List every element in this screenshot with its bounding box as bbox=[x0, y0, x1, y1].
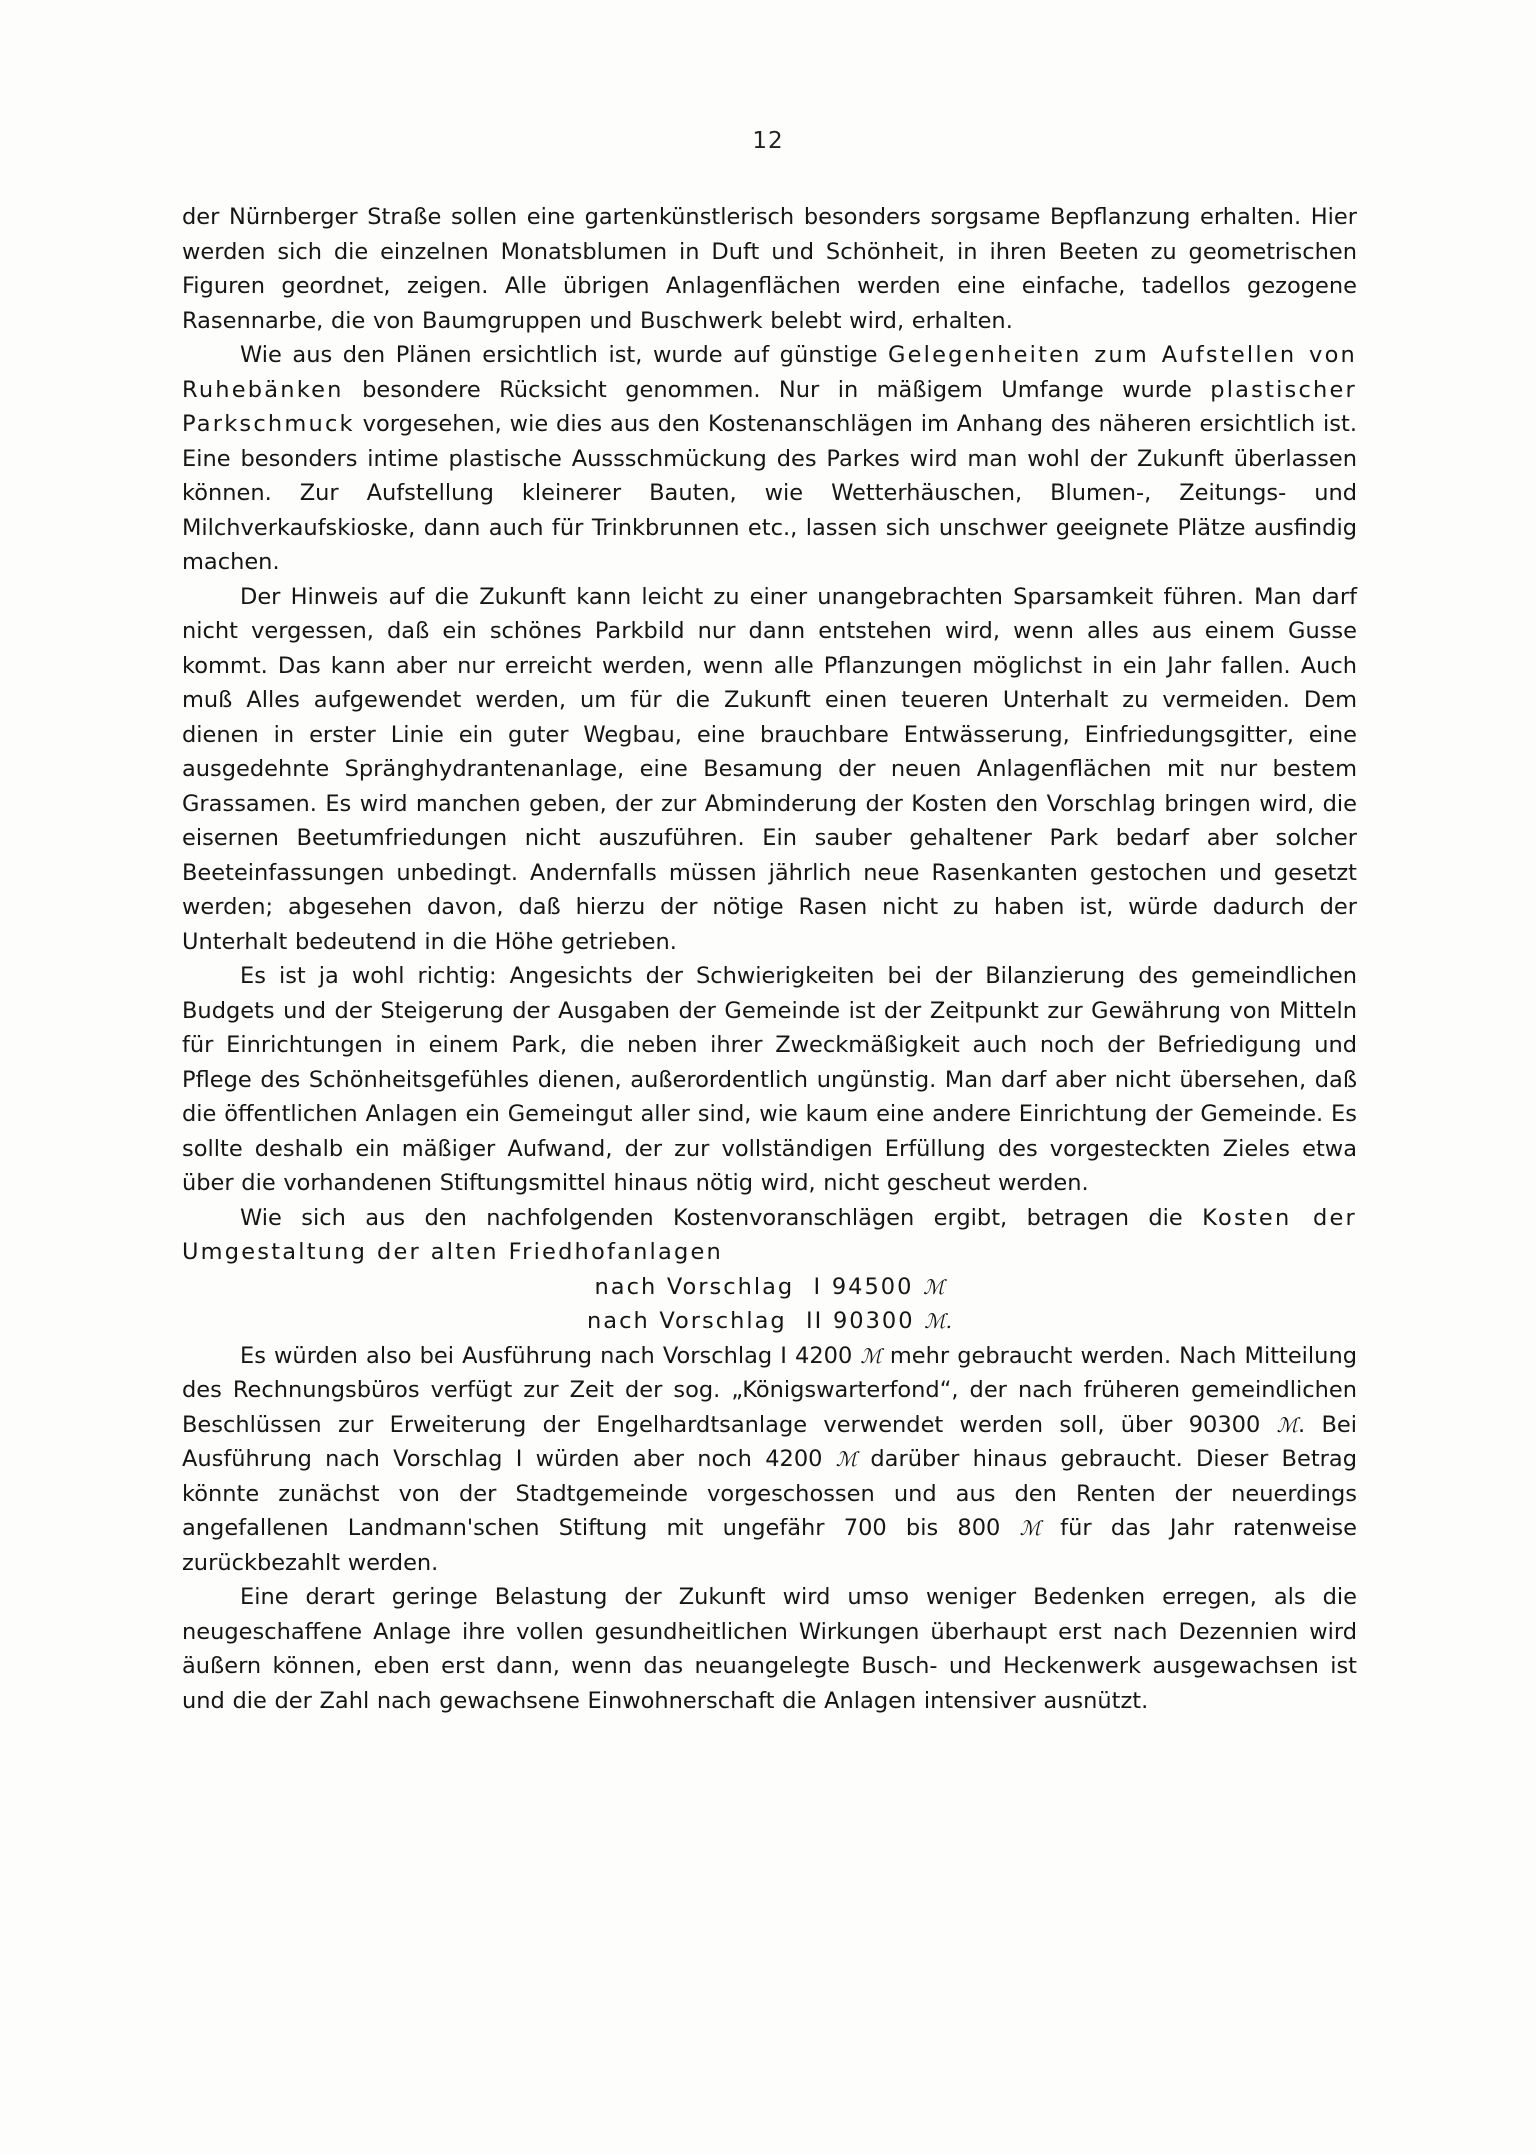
cost-line-1-amount: 94500 bbox=[831, 1273, 914, 1300]
currency-mark: ℳ bbox=[860, 1343, 882, 1368]
text-run: Es würden also bei Ausführung nach Vorschlag I 4200 bbox=[240, 1342, 861, 1369]
paragraph-5-text-before: Wie sich aus den nachfolgenden Kostenvoranschlägen ergibt, betragen die bbox=[240, 1204, 1203, 1231]
text-run: darüber hinaus gebraucht. Dieser Betrag könnte zunächst von der Stadtgemeinde vorgeschossen und aus den Renten der neuerdings angefallenen Landmann'schen Stiftung mit ungefähr 700 bis 800 bbox=[182, 1446, 1357, 1541]
paragraph-2-text-before: Wie aus den Plänen ersichtlich ist, wurde auf günstige bbox=[240, 342, 888, 368]
page-number: 12 bbox=[752, 128, 784, 154]
paragraph-2 bbox=[182, 338, 1357, 580]
text-run: . Bei Ausführung nach Vorschlag I würden aber noch 4200 bbox=[182, 1411, 1357, 1472]
paragraph-2-emphasis-2: plastischer Parkschmuck bbox=[182, 376, 1357, 437]
cost-line-2-proposal: II bbox=[806, 1308, 824, 1334]
paragraph-5 bbox=[182, 1201, 1357, 1270]
paragraph-6 bbox=[182, 1339, 1357, 1581]
paragraph-4-text: Es ist ja wohl richtig: Angesichts der Schwierigkeiten bei der Bilanzierung des gemeindlichen Budgets und der Steigerung der Ausgaben der Gemeinde ist der Zeitpunkt zur Gewährung von Mitteln für Einrichtungen in einem Park, die neben ihrer Zweckmäßigkeit auch noch der Befriedigung und Pflege des Schönheitsgefühles dienen, außerordentlich ungünstig. Man darf aber nicht übersehen, daß die öffentlichen Anlagen ein Gemeingut aller sind, wie kaum eine andere Einrichtung der Gemeinde. Es sollte deshalb ein mäßiger Aufwand, der zur vollständigen Erfüllung des vorgesteckten Zieles etwa über die vorhandenen Stiftungsmittel hinaus nötig wird, nicht gescheut werden. bbox=[182, 963, 1357, 1196]
paragraph-1-text: der Nürnberger Straße sollen eine gartenkünstlerisch besonders sorgsame Bepflanzung erhalten. Hier werden sich die einzelnen Monatsblumen in Duft und Schönheit, in ihren Beeten zu geometrischen Figuren geordnet, zeigen. Alle übrigen Anlagenflächen werden eine einfache, tadellos gezogene Rasennarbe, die von Baumgruppen und Buschwerk belebt wird, erhalten. bbox=[182, 204, 1357, 334]
paragraph-1 bbox=[182, 200, 1357, 338]
paragraph-6-rich bbox=[182, 1343, 1357, 1576]
cost-line-2-currency: ℳ. bbox=[924, 1309, 952, 1333]
paragraph-2-emphasis-1: Gelegenheiten zum Aufstellen von Ruhebänken bbox=[182, 342, 1358, 403]
cost-line-1 bbox=[182, 1270, 1357, 1305]
paragraph-3-text: Der Hinweis auf die Zukunft kann leicht zu einer unangebrachten Sparsamkeit führen. Man darf nicht vergessen, daß ein schönes Parkbild nur dann entstehen wird, wenn alles aus einem Gusse kommt. Das kann aber nur erreicht werden, wenn alle Pflanzungen möglichst in ein Jahr fallen. Auch muß Alles aufgewendet werden, um für die Zukunft einen teueren Unterhalt zu vermeiden. Dem dienen in erster Linie ein guter Wegbau, eine brauchbare Entwässerung, Einfriedungsgitter, eine ausgedehnte Spränghydrantenanlage, eine Besamung der neuen Anlagenflächen mit nur bestem Grassamen. Es wird manchen geben, der zur Abminderung der Kosten den Vorschlag bringen wird, die eisernen Beetumfriedungen nicht auszuführen. Ein sauber gehaltener Park bedarf aber solcher Beeteinfassungen unbedingt. Andernfalls müssen jährlich neue Rasenkanten gestochen und gesetzt werden; abgesehen davon, daß hierzu der nötige Rasen nicht zu haben ist, würde dadurch der Unterhalt bedeutend in die Höhe getrieben. bbox=[182, 583, 1357, 955]
cost-line-2-label: nach Vorschlag bbox=[587, 1308, 787, 1334]
currency-mark: ℳ bbox=[1276, 1412, 1298, 1437]
currency-mark: ℳ bbox=[835, 1447, 858, 1471]
paragraph-5-emphasis-1: Kosten der Umgestaltung der alten Friedhofanlagen bbox=[182, 1204, 1357, 1265]
cost-line-2-amount: 90300 bbox=[832, 1308, 915, 1334]
paragraph-4 bbox=[182, 959, 1357, 1201]
cost-line-1-label: nach Vorschlag bbox=[594, 1273, 795, 1300]
cost-line-2 bbox=[182, 1304, 1357, 1339]
paragraph-7-text: Eine derart geringe Belastung der Zukunft wird umso weniger Bedenken erregen, als die neugeschaffene Anlage ihre vollen gesundheitlichen Wirkungen überhaupt erst nach Dezennien wird äußern können, eben erst dann, wenn das neuangelegte Busch- und Heckenwerk ausgewachsen ist und die der Zahl nach gewachsene Einwohnerschaft die Anlagen intensiver ausnützt. bbox=[182, 1584, 1357, 1714]
paragraph-3 bbox=[182, 580, 1357, 960]
currency-mark: ℳ bbox=[1019, 1516, 1041, 1540]
paragraph-7 bbox=[182, 1580, 1357, 1718]
cost-summary bbox=[182, 1270, 1357, 1339]
text-run: für das Jahr ratenweise zurückbezahlt werden. bbox=[182, 1515, 1357, 1576]
text-run: mehr gebraucht werden. Nach Mitteilung des Rechnungsbüros verfügt zur Zeit der sog. „Königswarterfond“, der nach früheren gemeindlichen Beschlüssen zur Erweiterung der Engelhardtsanlage verwendet werden soll, über 90300 bbox=[182, 1342, 1357, 1438]
cost-line-1-currency: ℳ bbox=[923, 1274, 945, 1299]
paragraph-2-text-after: vorgesehen, wie dies aus den Kostenanschlägen im Anhang des näheren ersichtlich ist. Eine besonders intime plastische Aussschmückung des Parkes wird man wohl der Zukunft überlassen können. Zur Aufstellung kleinerer Bauten, wie Wetterhäuschen, Blumen-, Zeitungs- und Milchverkaufskioske, dann auch für Trinkbrunnen etc., lassen sich unschwer geeignete Plätze ausfindig machen. bbox=[182, 411, 1357, 575]
cost-line-1-proposal: I bbox=[813, 1273, 823, 1300]
paragraph-2-text-mid: besondere Rücksicht genommen. Nur in mäßigem Umfange wurde bbox=[343, 376, 1211, 403]
page-body bbox=[182, 200, 1357, 1718]
